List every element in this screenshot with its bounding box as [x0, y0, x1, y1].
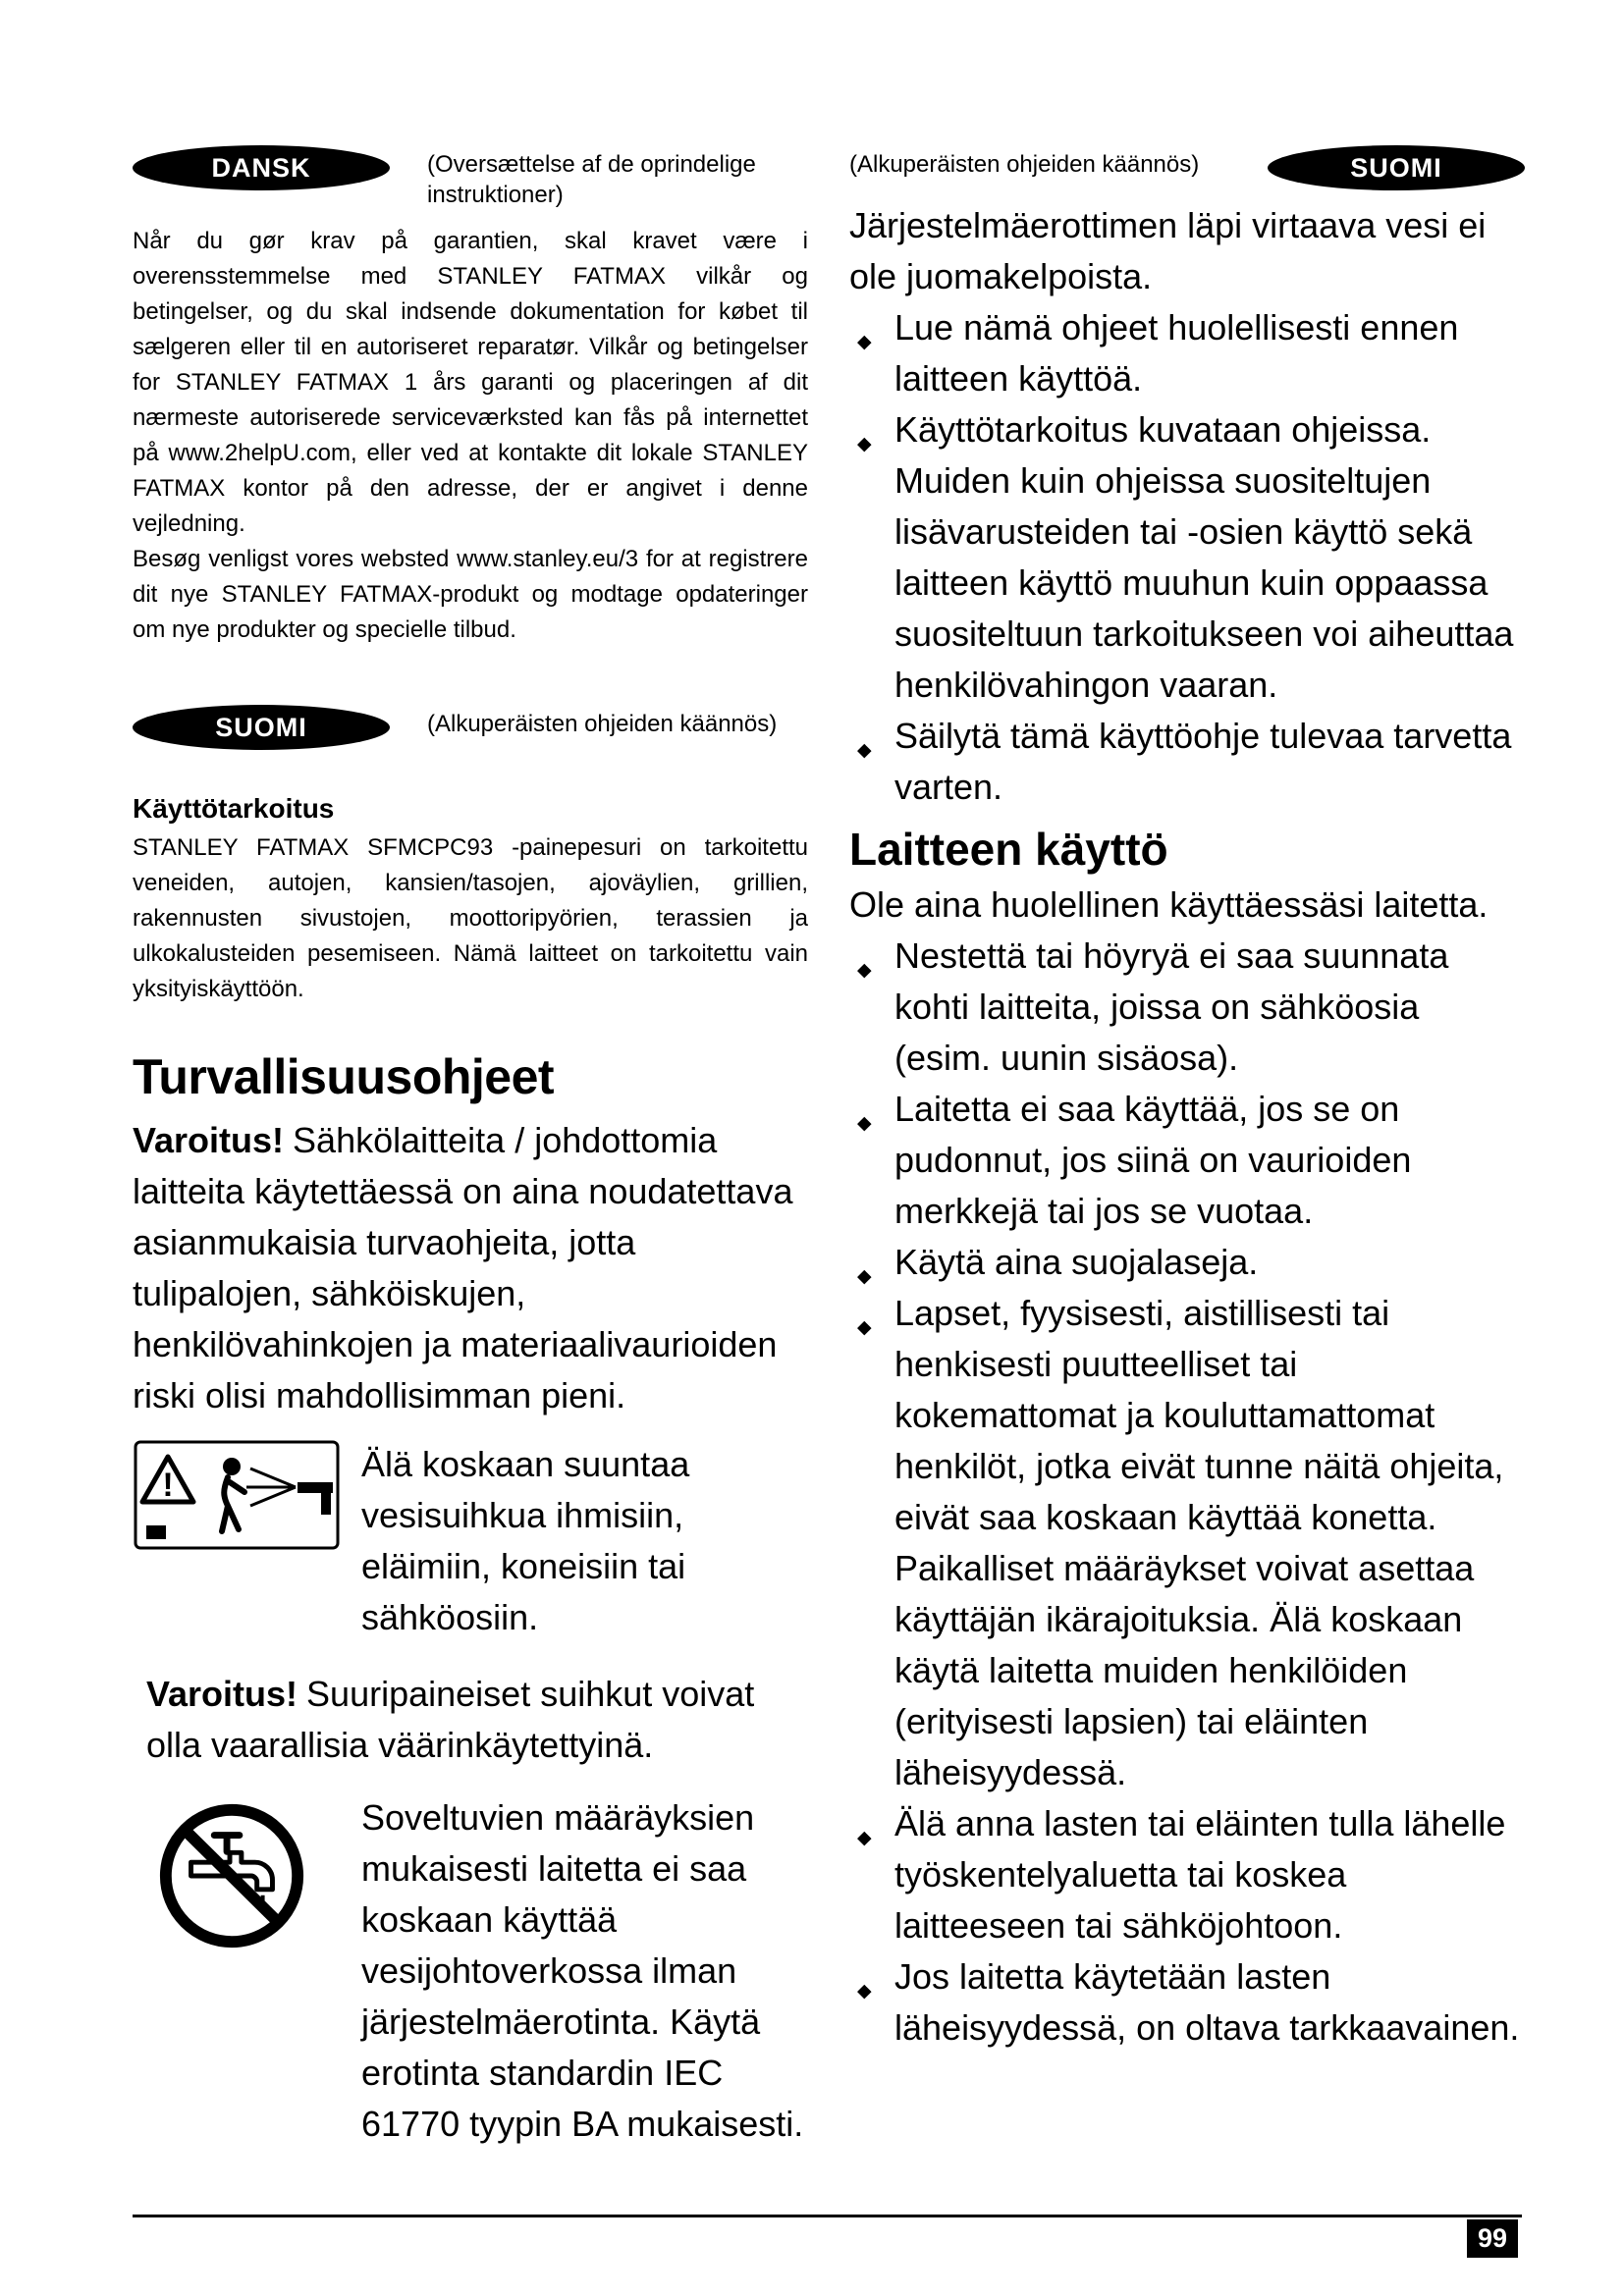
safety-heading: Turvallisuusohjeet — [133, 1049, 555, 1104]
list-item: ◆ Nestettä tai höyryä ei saa suunnata kohti laitteita, joissa on sähköosia (esim. uunin sisäosa). — [849, 931, 1525, 1084]
no-water-mains-icon — [154, 1798, 309, 1953]
page-number: 99 — [1467, 2219, 1518, 2258]
list-item: ◆ Käytä aina suojalaseja. — [849, 1237, 1525, 1288]
backflow-block — [133, 1792, 808, 2150]
usage-heading: Laitteen käyttö — [849, 824, 1168, 875]
dansk-header — [133, 145, 808, 210]
dansk-translation-note: (Oversættelse af de oprindelige instruktioner) — [427, 151, 756, 208]
registration-paragraph: Besøg venligst vores websted www.stanley.eu/3 for at registrere dit nye STANLEY FATMAX-produkt og modtage opdateringer om nye produkter og specielle tilbud. — [133, 546, 808, 643]
footer-rule — [133, 2215, 1522, 2217]
list-item: ◆ Lue nämä ohjeet huolellisesti ennen laitteen käyttöä. — [849, 302, 1525, 404]
list-item: ◆ Lapset, fyysisesti, aistillisesti tai henkisesti puutteelliset tai kokemattomat ja kouluttamattomat henkilöt, jotka eivät tunne näitä ohjeita, eivät saa koskaan käyttää konetta. Paikalliset määräykset voivat asettaa käyttäjän ikärajoituksia. Älä koskaan käytä laitetta muiden henkilöiden (erityisesti lapsien) tai eläinten läheisyydessä. — [849, 1288, 1525, 1798]
spray-warning-text: Älä koskaan suuntaa vesisuihkua ihmisiin, eläimiin, koneisiin tai sähköosiin. — [361, 1444, 690, 1637]
svg-text:!: ! — [162, 1467, 174, 1504]
suomi-header-right — [849, 145, 1525, 190]
backflow-text: Soveltuvien määräyksien mukaisesti laitetta ei saa koskaan käyttää vesijohtoverkossa ilman järjestelmäerotinta. Käytä erotinta standardin IEC 61770 tyypin BA mukaisesti. — [361, 1797, 804, 2144]
usage-intro: Ole aina huolellinen käyttäessäsi laitetta. — [849, 884, 1489, 925]
list-item: ◆ Älä anna lasten tai eläinten tulla lähelle työskentelyaluetta tai koskea laitteeseen tai sähköjohtoon. — [849, 1798, 1525, 1951]
spray-warning-icon-cell — [133, 1439, 361, 1556]
list-item: ◆ Laitetta ei saa käyttää, jos se on pudonnut, jos siinä on vaurioiden merkkejä tai jos se vuotaa. — [849, 1084, 1525, 1237]
list-item: ◆ Jos laitetta käytetään lasten läheisyydessä, on oltava tarkkaavainen. — [849, 1951, 1525, 2054]
warning1-label: Varoitus! — [133, 1120, 285, 1160]
list-item: ◆ Säilytä tämä käyttöohje tulevaa tarvetta varten. — [849, 711, 1525, 813]
suomi-language-badge-right: SUOMI — [1268, 145, 1525, 190]
suomi-translation-note-left: (Alkuperäisten ohjeiden käännös) — [427, 711, 778, 737]
warning2-paragraph — [146, 1669, 808, 1771]
suomi-language-badge-left: SUOMI — [133, 705, 390, 750]
separator-water-note: Järjestelmäerottimen läpi virtaava vesi ei ole juomakelpoista. — [849, 205, 1487, 296]
warning-spray-icon — [133, 1439, 341, 1551]
suomi-translation-note-right: (Alkuperäisten ohjeiden käännös) — [849, 151, 1200, 178]
no-mains-icon-cell — [133, 1792, 361, 1958]
warning1-paragraph — [133, 1115, 808, 1421]
warning2-label: Varoitus! — [146, 1674, 298, 1714]
spray-warning-block — [133, 1439, 808, 1643]
warning2-text: Suuripaineiset suihkut voivat olla vaarallisia väärinkäytettyinä. — [146, 1674, 755, 1765]
warranty-paragraph: Når du gør krav på garantien, skal kravet være i overensstemmelse med STANLEY FATMAX vilkår og betingelser, og du skal indsende dokumentation for købet til sælgeren eller til en autoriseret reparatør. Vilkår og betingelser for STANLEY FATMAX 1 års garanti og placeringen af dit nærmeste autoriserede serviceværksted kan fås på internettet på www.2helpU.com, eller ved at kontakte dit lokale STANLEY FATMAX kontor på den adresse, der er angivet i denne vejledning. — [133, 228, 808, 537]
purpose-heading: Käyttötarkoitus — [133, 793, 335, 824]
purpose-paragraph: STANLEY FATMAX SFMCPC93 -painepesuri on tarkoitettu veneiden, autojen, kansien/tasojen, ajoväylien, grillien, rakennusten sivustojen, moottoripyörien, terassien ja ulkokalusteiden pesemiseen. Nämä laitteet on tarkoitettu vain yksityiskäyttöön. — [133, 834, 808, 1002]
suomi-header-left — [133, 705, 808, 750]
right-column — [849, 145, 1525, 2054]
list-item: ◆ Käyttötarkoitus kuvataan ohjeissa. Muiden kuin ohjeissa suositeltujen lisävarusteiden tai -osien käyttö sekä laitteen käyttö muuhun kuin oppaassa suositeltuun tarkoitukseen voi aiheuttaa henkilövahingon vaaran. — [849, 404, 1525, 711]
warning1-text: Sähkölaitteita / johdottomia laitteita käytettäessä on aina noudatettava asianmukaisia turvaohjeita, jotta tulipalojen, sähköiskujen, henkilövahinkojen ja materiaalivaurioiden riski olisi mahdollisimman pieni. — [133, 1120, 793, 1415]
usage-safety-list — [849, 931, 1525, 2054]
left-column — [133, 145, 808, 2175]
dansk-language-badge: DANSK — [133, 145, 390, 190]
general-safety-list — [849, 302, 1525, 813]
